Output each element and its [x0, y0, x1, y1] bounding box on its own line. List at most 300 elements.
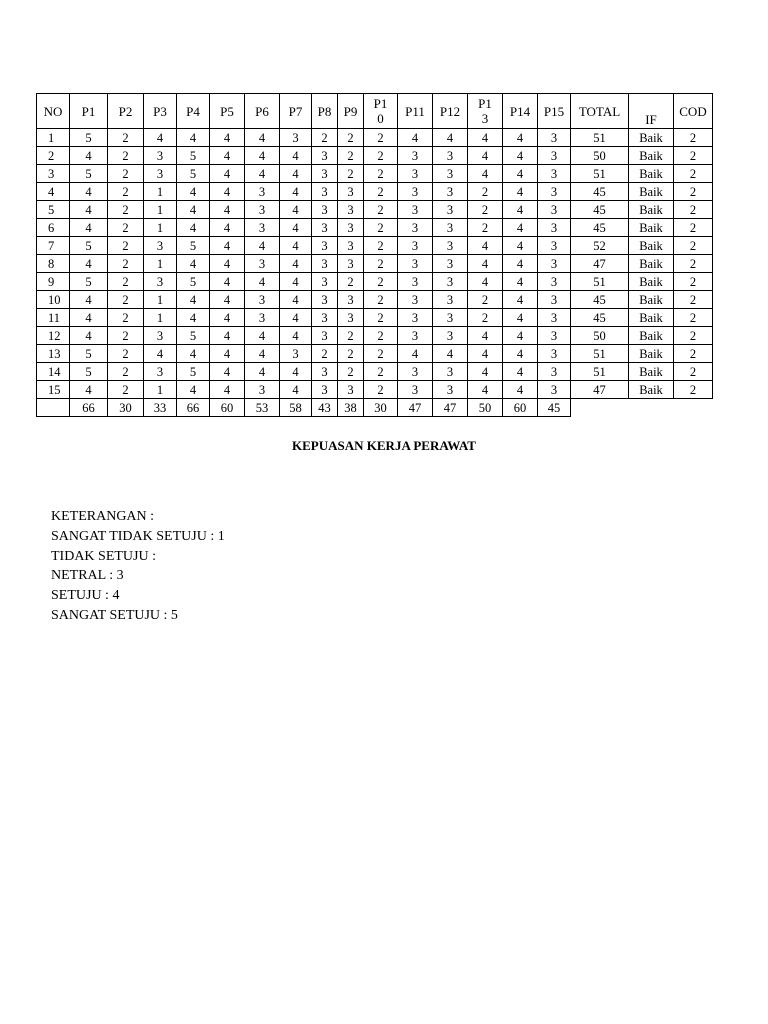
table-cell: 5 — [177, 237, 210, 255]
table-cell: 5 — [70, 165, 108, 183]
table-cell: 4 — [280, 183, 312, 201]
table-cell: 5 — [177, 273, 210, 291]
table-cell: 3 — [312, 147, 338, 165]
table-cell: 3 — [312, 327, 338, 345]
table-cell: 4 — [468, 273, 503, 291]
table-cell: Baik — [629, 381, 674, 399]
table-cell: 47 — [571, 255, 629, 273]
table-cell: 3 — [398, 201, 433, 219]
column-total-cell: 60 — [503, 399, 538, 417]
table-cell: 45 — [571, 219, 629, 237]
table-row — [37, 381, 713, 399]
table-cell: 5 — [177, 327, 210, 345]
table-cell: 2 — [108, 273, 144, 291]
table-cell: 4 — [468, 381, 503, 399]
row-number-cell: 2 — [37, 147, 70, 165]
table-cell: 4 — [503, 309, 538, 327]
table-cell: 3 — [433, 147, 468, 165]
table-cell: 4 — [70, 183, 108, 201]
table-cell: Baik — [629, 273, 674, 291]
table-cell: 4 — [280, 237, 312, 255]
row-number-cell: 3 — [37, 165, 70, 183]
table-cell: 2 — [108, 147, 144, 165]
table-cell: 2 — [108, 327, 144, 345]
table-cell: 45 — [571, 309, 629, 327]
table-cell: 4 — [210, 381, 245, 399]
table-cell: Baik — [629, 165, 674, 183]
table-cell: 3 — [245, 255, 280, 273]
table-cell: 3 — [538, 273, 571, 291]
table-cell: 2 — [468, 201, 503, 219]
table-cell: 4 — [245, 327, 280, 345]
table-cell: 4 — [70, 381, 108, 399]
table-caption: KEPUASAN KERJA PERAWAT — [292, 438, 476, 453]
table-cell: Baik — [629, 129, 674, 147]
table-cell: 4 — [210, 219, 245, 237]
table-cell: 2 — [364, 309, 398, 327]
table-cell: 4 — [503, 273, 538, 291]
table-cell: 4 — [280, 255, 312, 273]
table-cell: 3 — [144, 147, 177, 165]
totals-row — [37, 399, 713, 417]
column-total-cell: 33 — [144, 399, 177, 417]
table-cell: 4 — [177, 309, 210, 327]
table-cell: 4 — [177, 345, 210, 363]
table-cell: 5 — [70, 345, 108, 363]
table-cell: 3 — [245, 291, 280, 309]
table-row — [37, 165, 713, 183]
table-cell: 2 — [674, 327, 713, 345]
table-cell: 51 — [571, 273, 629, 291]
table-cell: 3 — [144, 237, 177, 255]
table-cell: 51 — [571, 165, 629, 183]
table-cell: 2 — [674, 291, 713, 309]
table-cell: 3 — [312, 255, 338, 273]
table-cell: 4 — [210, 183, 245, 201]
table-cell: 4 — [70, 309, 108, 327]
column-header: P12 — [433, 94, 468, 129]
table-cell: 3 — [338, 183, 364, 201]
table-cell: 51 — [571, 129, 629, 147]
legend-item: SANGAT SETUJU : 5 — [51, 607, 178, 623]
table-cell: 3 — [312, 273, 338, 291]
table-cell: 4 — [433, 129, 468, 147]
table-cell: 1 — [144, 219, 177, 237]
table-cell: 4 — [503, 237, 538, 255]
table-cell: 2 — [108, 183, 144, 201]
table-row — [37, 129, 713, 147]
column-total-cell: 66 — [70, 399, 108, 417]
column-header: P6 — [245, 94, 280, 129]
table-cell: 4 — [144, 345, 177, 363]
table-cell: 2 — [312, 345, 338, 363]
table-cell: 4 — [177, 255, 210, 273]
row-number-cell: 15 — [37, 381, 70, 399]
table-cell: 5 — [70, 273, 108, 291]
table-cell: 2 — [338, 147, 364, 165]
table-cell: 45 — [571, 183, 629, 201]
table-cell: 4 — [245, 345, 280, 363]
table-cell: 4 — [210, 345, 245, 363]
table-cell: 3 — [312, 363, 338, 381]
table-cell: 5 — [70, 363, 108, 381]
table-cell: 1 — [144, 291, 177, 309]
table-cell: 4 — [280, 165, 312, 183]
table-cell: 5 — [70, 129, 108, 147]
table-cell: 2 — [364, 147, 398, 165]
table-cell: 2 — [468, 309, 503, 327]
table-cell: 4 — [433, 345, 468, 363]
table-cell: 2 — [364, 327, 398, 345]
table-cell: 1 — [144, 381, 177, 399]
table-cell: 3 — [245, 219, 280, 237]
table-cell: 3 — [398, 165, 433, 183]
table-cell: 2 — [364, 219, 398, 237]
blank-cell — [629, 399, 674, 417]
table-cell: 4 — [70, 255, 108, 273]
table-cell: 2 — [468, 291, 503, 309]
table-cell: 4 — [245, 273, 280, 291]
row-number-cell: 12 — [37, 327, 70, 345]
blank-cell — [571, 399, 629, 417]
table-cell: 2 — [364, 165, 398, 183]
table-cell: 2 — [364, 381, 398, 399]
column-total-cell: 30 — [364, 399, 398, 417]
table-cell: 2 — [674, 129, 713, 147]
table-cell: 3 — [338, 381, 364, 399]
table-cell: 4 — [177, 219, 210, 237]
table-cell: 4 — [177, 183, 210, 201]
table-cell: 3 — [245, 381, 280, 399]
table-cell: 2 — [364, 273, 398, 291]
table-cell: 4 — [280, 381, 312, 399]
table-row — [37, 219, 713, 237]
table-cell: 4 — [177, 381, 210, 399]
table-cell: 2 — [108, 363, 144, 381]
row-number-cell: 14 — [37, 363, 70, 381]
table-cell: 4 — [210, 291, 245, 309]
table-cell: 2 — [108, 129, 144, 147]
table-cell: 3 — [398, 183, 433, 201]
table-cell: 3 — [538, 363, 571, 381]
table-cell: 4 — [210, 165, 245, 183]
table-cell: 3 — [144, 273, 177, 291]
table-cell: 5 — [177, 165, 210, 183]
table-cell: 3 — [144, 165, 177, 183]
table-cell: 1 — [144, 309, 177, 327]
table-cell: 4 — [503, 129, 538, 147]
table-cell: 2 — [108, 309, 144, 327]
column-header: NO — [37, 94, 70, 129]
column-header-part: P1 — [478, 96, 492, 111]
table-cell: 4 — [245, 129, 280, 147]
table-cell: 2 — [108, 255, 144, 273]
table-cell: 2 — [674, 363, 713, 381]
table-row — [37, 201, 713, 219]
table-row — [37, 345, 713, 363]
table-cell: 4 — [468, 327, 503, 345]
table-cell: 2 — [468, 219, 503, 237]
legend-item: SANGAT TIDAK SETUJU : 1 — [51, 528, 225, 544]
table-cell: 2 — [108, 291, 144, 309]
legend-item: NETRAL : 3 — [51, 568, 124, 584]
table-cell: 3 — [538, 237, 571, 255]
table-cell: 4 — [210, 309, 245, 327]
table-cell: 45 — [571, 201, 629, 219]
column-total-cell: 47 — [398, 399, 433, 417]
table-cell: Baik — [629, 345, 674, 363]
table-cell: 4 — [245, 363, 280, 381]
table-cell: 5 — [177, 147, 210, 165]
table-cell: 52 — [571, 237, 629, 255]
table-cell: 4 — [468, 129, 503, 147]
table-body — [37, 129, 713, 417]
table-cell: 2 — [338, 345, 364, 363]
table-cell: 4 — [503, 255, 538, 273]
table-cell: 3 — [312, 381, 338, 399]
table-cell: 2 — [364, 363, 398, 381]
column-total-cell: 50 — [468, 399, 503, 417]
table-cell: 3 — [338, 309, 364, 327]
table-cell: 2 — [674, 237, 713, 255]
table-cell: 3 — [398, 309, 433, 327]
table-cell: 4 — [210, 237, 245, 255]
table-cell: 3 — [312, 165, 338, 183]
table-cell: 3 — [433, 201, 468, 219]
table-cell: 2 — [108, 219, 144, 237]
table-cell: 3 — [538, 327, 571, 345]
table-cell: 3 — [312, 183, 338, 201]
table-cell: 3 — [398, 219, 433, 237]
row-number-cell: 11 — [37, 309, 70, 327]
row-number-cell: 1 — [37, 129, 70, 147]
column-total-cell: 45 — [538, 399, 571, 417]
table-cell: 2 — [674, 273, 713, 291]
column-header: P5 — [210, 94, 245, 129]
column-header: P8 — [312, 94, 338, 129]
table-cell: 3 — [312, 201, 338, 219]
table-cell: 3 — [338, 219, 364, 237]
table-row — [37, 327, 713, 345]
table-cell: 3 — [538, 309, 571, 327]
column-header: P7 — [280, 94, 312, 129]
column-total-cell: 38 — [338, 399, 364, 417]
table-cell: 2 — [312, 129, 338, 147]
row-number-cell: 4 — [37, 183, 70, 201]
table-cell: 4 — [503, 183, 538, 201]
column-header: P9 — [338, 94, 364, 129]
table-cell: 2 — [338, 165, 364, 183]
table-cell: 3 — [144, 327, 177, 345]
table-row — [37, 183, 713, 201]
table-cell: 50 — [571, 327, 629, 345]
row-number-cell: 5 — [37, 201, 70, 219]
table-cell: 4 — [503, 219, 538, 237]
table-row — [37, 237, 713, 255]
column-header: P14 — [503, 94, 538, 129]
table-cell: 4 — [468, 237, 503, 255]
column-header: P15 — [538, 94, 571, 129]
table-cell: 2 — [674, 183, 713, 201]
table-cell: 4 — [210, 273, 245, 291]
table-cell: 3 — [312, 219, 338, 237]
table-cell: 4 — [468, 147, 503, 165]
table-cell: 4 — [398, 129, 433, 147]
row-number-cell: 6 — [37, 219, 70, 237]
table-cell: 3 — [245, 183, 280, 201]
table-cell: 2 — [674, 345, 713, 363]
table-cell: 2 — [364, 237, 398, 255]
table-cell: 4 — [280, 363, 312, 381]
table-cell: 2 — [338, 273, 364, 291]
table-cell: 3 — [312, 309, 338, 327]
table-cell: 3 — [312, 237, 338, 255]
table-cell: 4 — [503, 165, 538, 183]
table-cell: 2 — [364, 201, 398, 219]
table-cell: 3 — [538, 147, 571, 165]
table-cell: 3 — [433, 237, 468, 255]
table-cell: 4 — [468, 255, 503, 273]
table-cell: 2 — [338, 363, 364, 381]
row-number-cell: 9 — [37, 273, 70, 291]
table-cell: 3 — [538, 129, 571, 147]
questionnaire-table — [36, 93, 713, 417]
table-cell: 3 — [398, 273, 433, 291]
column-total-cell: 66 — [177, 399, 210, 417]
table-cell: 3 — [398, 237, 433, 255]
table-cell: 4 — [245, 147, 280, 165]
table-cell: 2 — [674, 147, 713, 165]
table-cell: 2 — [674, 255, 713, 273]
table-cell: 4 — [210, 147, 245, 165]
table-cell: 4 — [70, 219, 108, 237]
table-row — [37, 147, 713, 165]
legend-item: TIDAK SETUJU : — [51, 548, 156, 564]
blank-cell — [674, 399, 713, 417]
table-cell: 2 — [338, 129, 364, 147]
table-cell: 3 — [398, 327, 433, 345]
table-cell: Baik — [629, 309, 674, 327]
table-cell: 4 — [280, 327, 312, 345]
table-cell: 3 — [433, 273, 468, 291]
table-cell: 4 — [210, 327, 245, 345]
table-cell: 47 — [571, 381, 629, 399]
column-header: TOTAL — [571, 94, 629, 129]
table-cell: 3 — [398, 291, 433, 309]
table-cell: 2 — [674, 201, 713, 219]
table-cell: 4 — [70, 327, 108, 345]
table-cell: 2 — [364, 129, 398, 147]
table-cell: 4 — [280, 219, 312, 237]
table-cell: 4 — [280, 147, 312, 165]
table-cell: 3 — [538, 183, 571, 201]
column-header-part: 0 — [377, 111, 384, 126]
table-cell: 4 — [177, 129, 210, 147]
row-number-cell: 8 — [37, 255, 70, 273]
table-cell: 3 — [538, 219, 571, 237]
table-cell: 3 — [433, 309, 468, 327]
table-cell: 4 — [503, 327, 538, 345]
table-cell: 3 — [398, 381, 433, 399]
table-cell: Baik — [629, 147, 674, 165]
legend-title: KETERANGAN : — [51, 509, 155, 524]
table-row — [37, 273, 713, 291]
column-header-part: P1 — [373, 96, 388, 111]
table-cell: Baik — [629, 219, 674, 237]
table-cell: 5 — [70, 237, 108, 255]
table-cell: 2 — [108, 237, 144, 255]
table-cell: 4 — [503, 147, 538, 165]
table-cell: 3 — [338, 237, 364, 255]
table-cell: 3 — [398, 255, 433, 273]
column-header: IF — [629, 94, 674, 129]
table-cell: 4 — [503, 363, 538, 381]
table-cell: 2 — [108, 381, 144, 399]
table-cell: Baik — [629, 255, 674, 273]
table-cell: 2 — [108, 165, 144, 183]
table-cell: 2 — [674, 309, 713, 327]
table-cell: 2 — [674, 381, 713, 399]
table-cell: 3 — [280, 345, 312, 363]
table-cell: 2 — [674, 165, 713, 183]
table-cell: 1 — [144, 201, 177, 219]
column-total-cell: 43 — [312, 399, 338, 417]
table-cell: 45 — [571, 291, 629, 309]
table-cell: 3 — [245, 201, 280, 219]
table-header-row — [37, 94, 713, 129]
table-cell: 2 — [364, 183, 398, 201]
table-cell: 3 — [538, 165, 571, 183]
table-cell: 4 — [70, 201, 108, 219]
column-header: COD — [674, 94, 713, 129]
table-cell: 3 — [433, 219, 468, 237]
table-cell: 51 — [571, 345, 629, 363]
column-header: P11 — [398, 94, 433, 129]
table-cell: 4 — [245, 237, 280, 255]
column-total-cell: 53 — [245, 399, 280, 417]
table-cell: 4 — [468, 363, 503, 381]
table-cell: 4 — [280, 273, 312, 291]
table-row — [37, 363, 713, 381]
table-cell: 3 — [398, 363, 433, 381]
column-total-cell: 60 — [210, 399, 245, 417]
column-header: P1 — [70, 94, 108, 129]
table-cell: 2 — [364, 291, 398, 309]
column-header: P3 — [144, 94, 177, 129]
row-number-cell: 10 — [37, 291, 70, 309]
column-total-cell: 30 — [108, 399, 144, 417]
legend-item: SETUJU : 4 — [51, 588, 120, 604]
table-cell: 2 — [364, 345, 398, 363]
table-cell: 3 — [338, 291, 364, 309]
table-cell: Baik — [629, 183, 674, 201]
table-cell: 1 — [144, 255, 177, 273]
table-cell: 3 — [538, 291, 571, 309]
table-cell: 4 — [468, 345, 503, 363]
column-total-cell: 47 — [433, 399, 468, 417]
table-cell: 4 — [210, 129, 245, 147]
table-row — [37, 309, 713, 327]
table-cell: Baik — [629, 291, 674, 309]
column-header: P2 — [108, 94, 144, 129]
table-cell: 1 — [144, 183, 177, 201]
legend — [51, 507, 225, 626]
table-cell: 3 — [433, 381, 468, 399]
table-cell: 3 — [338, 201, 364, 219]
table-cell: 4 — [177, 201, 210, 219]
table-cell: 5 — [177, 363, 210, 381]
table-cell: 4 — [280, 291, 312, 309]
